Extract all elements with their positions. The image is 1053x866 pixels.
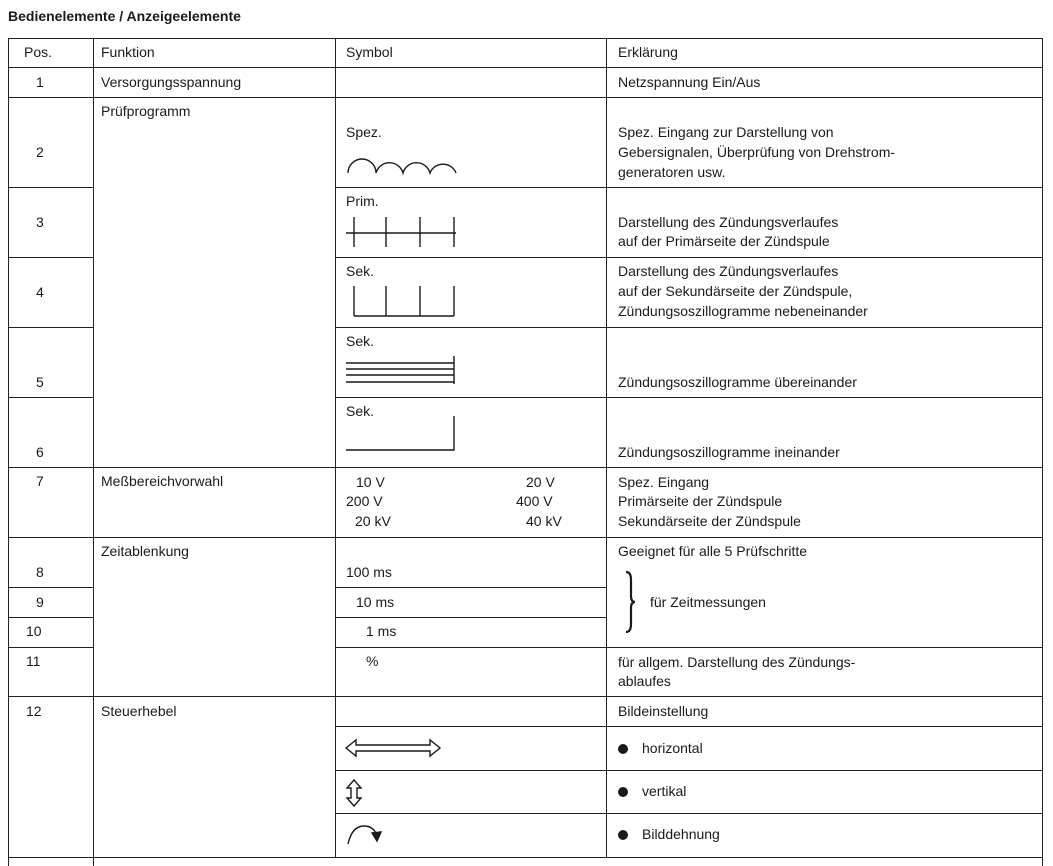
row-erklaerung-line: Spez. Eingang: [618, 474, 710, 490]
header-erklaerung: Erklärung: [618, 44, 678, 60]
row-border: [335, 587, 606, 588]
table-right-border: [1042, 38, 1043, 866]
timebase-value: 100 ms: [346, 564, 392, 580]
row-pos: 12: [26, 703, 42, 719]
column-divider: [335, 38, 336, 858]
brace-text: für Zeitmessungen: [650, 594, 766, 610]
overlaid-trace-icon: [346, 414, 458, 454]
row-border: [335, 187, 1042, 188]
row-erklaerung-line: für allgem. Darstellung des Zündungs-: [618, 654, 856, 670]
symbol-label: Sek.: [346, 263, 375, 279]
double-arrow-vertical-icon: [344, 778, 364, 808]
header-pos: Pos.: [24, 44, 53, 60]
row-erklaerung: Geeignet für alle 5 Prüfschritte: [618, 543, 808, 559]
row-border: [335, 770, 1042, 771]
range-value: 400 V: [516, 493, 553, 509]
bullet-icon: [618, 787, 628, 797]
row-border: [335, 397, 1042, 398]
row-pos: 11: [26, 653, 41, 669]
row-pos: 1: [36, 74, 44, 90]
bullet-icon: [618, 744, 628, 754]
range-value: 10 V: [356, 474, 385, 490]
row-border: [8, 467, 1042, 468]
control-item: [618, 738, 703, 758]
header-bottom-border: [8, 67, 1042, 68]
symbol-label: Sek.: [346, 403, 375, 419]
control-item: [618, 824, 720, 844]
table-left-border: [8, 38, 9, 866]
timebase-value: 10 ms: [356, 594, 395, 610]
column-divider: [93, 38, 94, 866]
row-border: [335, 617, 606, 618]
header-funktion: Funktion: [101, 44, 155, 60]
control-label: horizontal: [642, 740, 703, 756]
symbol-label: Prim.: [346, 193, 379, 209]
range-value: 20 V: [526, 474, 555, 490]
timebase-value: 1 ms: [366, 623, 397, 639]
row-pos: 5: [36, 374, 44, 390]
row-pos: 8: [36, 564, 44, 580]
row-border: [335, 813, 1042, 814]
stacked-traces-icon: [346, 354, 458, 388]
row-erklaerung-line: auf der Sekundärseite der Zündspule,: [618, 283, 853, 299]
page-title: Bedienelemente / Anzeigeelemente: [8, 8, 241, 24]
row-border: [8, 257, 93, 258]
row-border: [8, 617, 93, 618]
row-border: [8, 97, 1042, 98]
range-value: 20 kV: [355, 513, 391, 529]
brace-icon: [622, 570, 636, 634]
row-border: [8, 327, 93, 328]
row-erklaerung-line: generatoren usw.: [618, 164, 726, 180]
double-arrow-horizontal-icon: [344, 738, 444, 758]
timebase-value: %: [366, 653, 379, 669]
row-erklaerung-line: Gebersignalen, Überprüfung von Drehstrom-: [618, 144, 896, 160]
row-border: [335, 257, 1042, 258]
row-erklaerung-line: ablaufes: [618, 673, 671, 689]
table-top-border: [8, 38, 1042, 39]
row-border: [8, 397, 93, 398]
primary-trace-icon: [346, 215, 458, 249]
symbol-label: Spez.: [346, 124, 382, 140]
row-border: [8, 537, 1042, 538]
control-label: Bilddehnung: [642, 826, 720, 842]
row-erklaerung-line: Primärseite der Zündspule: [618, 493, 783, 509]
row-funktion: Zeitablenkung: [101, 543, 189, 559]
row-erklaerung-line: Sekundärseite der Zündspule: [618, 513, 801, 529]
row-erklaerung-line: Zündungsoszillogramme nebeneinander: [618, 303, 868, 319]
row-erklaerung: Zündungsoszillogramme übereinander: [618, 374, 857, 390]
row-pos: 10: [26, 623, 42, 639]
range-value: 200 V: [346, 493, 383, 509]
row-funktion: Meßbereichvorwahl: [101, 473, 224, 489]
row-funktion: Versorgungsspannung: [101, 74, 242, 90]
row-border: [8, 587, 93, 588]
row-erklaerung: Zündungsoszillogramme ineinander: [618, 444, 840, 460]
row-pos: 4: [36, 284, 44, 300]
bullet-icon: [618, 830, 628, 840]
row-erklaerung-line: Darstellung des Zündungsverlaufes: [618, 263, 839, 279]
row-border: [8, 647, 93, 648]
symbol-label: Sek.: [346, 333, 375, 349]
row-pos: 3: [36, 214, 44, 230]
row-border: [335, 647, 1042, 648]
row-pos: 2: [36, 144, 44, 160]
row-erklaerung-line: auf der Primärseite der Zündspule: [618, 233, 830, 249]
row-pos: 6: [36, 444, 44, 460]
curved-arrow-icon: [344, 822, 384, 846]
row-border: [8, 857, 1042, 858]
arc-wave-icon: [346, 155, 458, 175]
row-border: [335, 726, 1042, 727]
column-divider: [606, 38, 607, 858]
control-item: [618, 781, 686, 801]
row-pos: 9: [36, 594, 44, 610]
secondary-side-by-side-icon: [346, 284, 458, 320]
row-erklaerung: Netzspannung Ein/Aus: [618, 74, 761, 90]
row-border: [8, 696, 1042, 697]
row-pos: 7: [36, 473, 44, 489]
header-symbol: Symbol: [346, 44, 393, 60]
row-erklaerung-line: Spez. Eingang zur Darstellung von: [618, 124, 834, 140]
row-border: [335, 327, 1042, 328]
row-funktion: Prüfprogramm: [101, 103, 191, 119]
row-funktion: Steuerhebel: [101, 703, 177, 719]
row-border: [8, 187, 93, 188]
row-erklaerung-line: Darstellung des Zündungsverlaufes: [618, 214, 839, 230]
range-value: 40 kV: [526, 513, 562, 529]
row-erklaerung: Bildeinstellung: [618, 703, 709, 719]
control-label: vertikal: [642, 783, 687, 799]
